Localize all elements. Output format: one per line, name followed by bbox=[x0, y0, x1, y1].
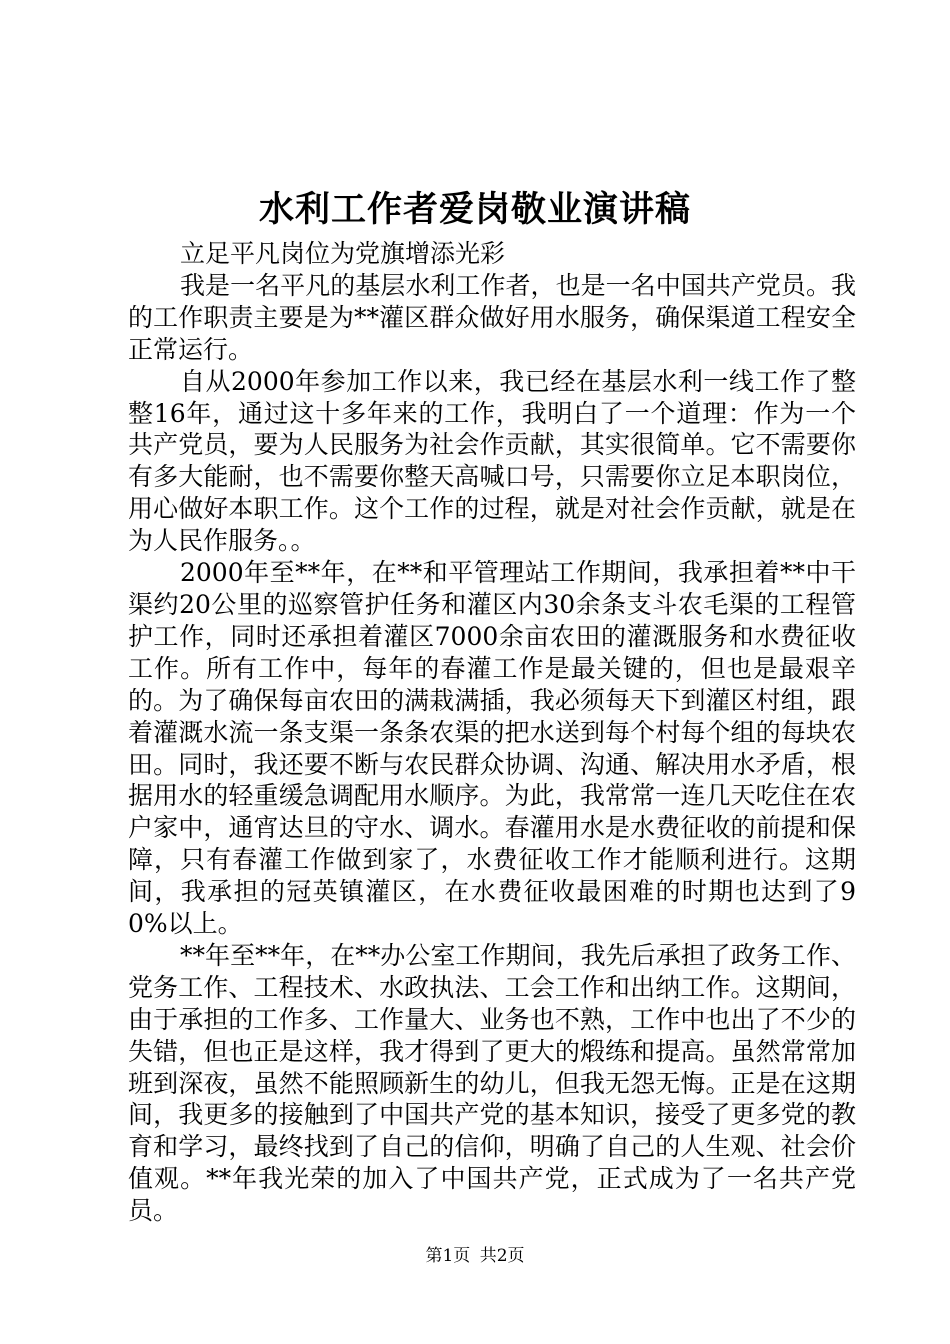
document-body bbox=[128, 238, 856, 1227]
paragraph: 我是一名平凡的基层水利工作者，也是一名中国共产党员。我的工作职责主要是为**灌区群众做好用水服务，确保渠道工程安全正常运行。 bbox=[128, 270, 856, 364]
page-number-total: 共2页 bbox=[479, 1246, 525, 1266]
document-subtitle: 立足平凡岗位为党旗增添光彩 bbox=[180, 239, 506, 268]
document-title: 水利工作者爱岗敬业演讲稿 bbox=[258, 189, 691, 230]
page-footer bbox=[0, 1244, 950, 1268]
paragraph: **年至**年，在**办公室工作期间，我先后承担了政务工作、党务工作、工程技术、水政执法、工会工作和出纳工作。这期间，由于承担的工作多、工作量大、业务也不熟，工作中也出了不少的失错，但也正是这样，我才得到了更大的煅练和提高。虽然常常加班到深夜，虽然不能照顾新生的幼儿，但我无怨无悔。正是在这期间，我更多的接触到了中国共产党的基本知识，接受了更多党的教育和学习，最终找到了自己的信仰，明确了自己的人生观、社会价值观。**年我光荣的加入了中国共产党，正式成为了一名共产党员。 bbox=[128, 940, 856, 1226]
page-number-current: 第1页 bbox=[425, 1246, 471, 1266]
paragraph: 2000年至**年，在**和平管理站工作期间，我承担着**中干渠约20公里的巡察管护任务和灌区内30余条支斗农毛渠的工程管护工作，同时还承担着灌区7000余亩农田的灌溉服务和水费征收工作。所有工作中，每年的春灌工作是最关键的，但也是最艰辛的。为了确保每亩农田的满栽满插，我必须每天下到灌区村组，跟着灌溉水流一条支渠一条条农渠的把水送到每个村每个组的每块农田。同时，我还要不断与农民群众协调、沟通、解决用水矛盾，根据用水的轻重缓急调配用水顺序。为此，我常常一连几天吃住在农户家中，通宵达旦的守水、调水。春灌用水是水费征收的前提和保障，只有春灌工作做到家了，水费征收工作才能顺利进行。这期间，我承担的冠英镇灌区，在水费征收最困难的时期也达到了90%以上。 bbox=[128, 558, 856, 939]
paragraph: 自从2000年参加工作以来，我已经在基层水利一线工作了整整16年，通过这十多年来的工作，我明白了一个道理：作为一个共产党员，要为人民服务为社会作贡献，其实很简单。它不需要你有多大能耐，也不需要你整天高喊口号，只需要你立足本职岗位，用心做好本职工作。这个工作的过程，就是对社会作贡献，就是在为人民作服务。。 bbox=[128, 366, 856, 556]
